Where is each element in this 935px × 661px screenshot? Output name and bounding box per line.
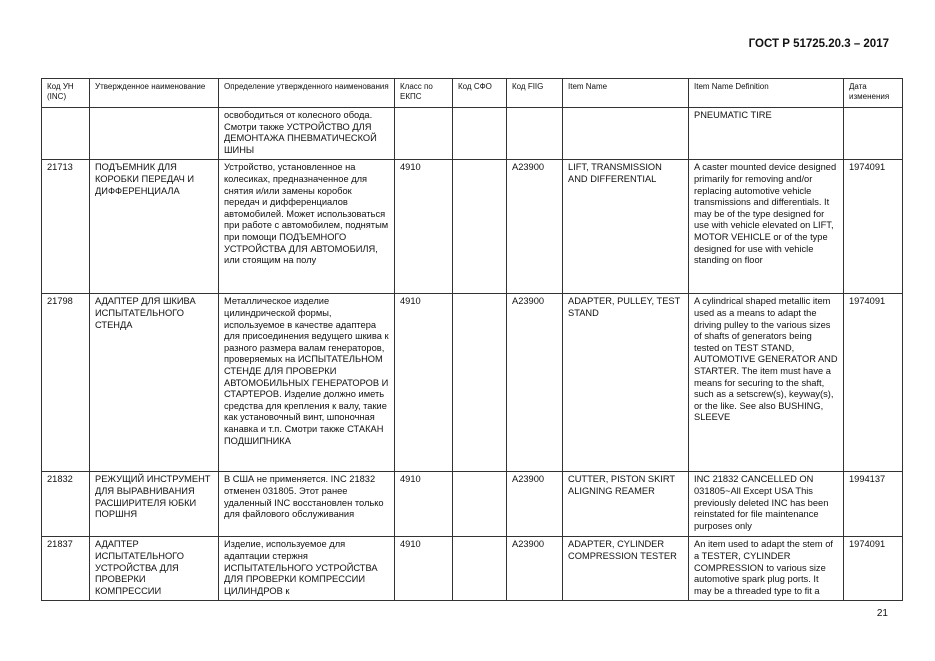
cell-item-name: ADAPTER, PULLEY, TEST STAND bbox=[563, 294, 689, 472]
cell-fiig-code: A23900 bbox=[507, 472, 563, 537]
cell-sfo-code bbox=[453, 160, 507, 294]
cell-definition: В США не применяется. INC 21832 отменен 031805. Этот ранее удаленный INC восстановлен только для файлового обслуживания bbox=[219, 472, 395, 537]
cell-approved-name bbox=[90, 108, 219, 160]
cell-inc: 21832 bbox=[42, 472, 90, 537]
cell-change-date: 1974091 bbox=[844, 160, 903, 294]
column-header-item-name: Item Name bbox=[563, 79, 689, 108]
column-header-class: Класс по ЕКПС bbox=[395, 79, 453, 108]
cell-item-definition: PNEUMATIC TIRE bbox=[689, 108, 844, 160]
cell-fiig-code: A23900 bbox=[507, 160, 563, 294]
items-table bbox=[41, 78, 903, 601]
cell-inc bbox=[42, 108, 90, 160]
cell-item-definition: An item used to adapt the stem of a TESTER, CYLINDER COMPRESSION to various size automotive spark plug ports. It may be a threaded type to fit a bbox=[689, 537, 844, 601]
cell-change-date: 1994137 bbox=[844, 472, 903, 537]
cell-inc: 21798 bbox=[42, 294, 90, 472]
cell-approved-name: ПОДЪЕМНИК ДЛЯ КОРОБКИ ПЕРЕДАЧ И ДИФФЕРЕНЦИАЛА bbox=[90, 160, 219, 294]
column-header-inc: Код УН (INC) bbox=[42, 79, 90, 108]
cell-item-definition: A caster mounted device designed primarily for removing and/or replacing automotive vehicle transmissions and differentials. It may be of the type designed for use with vehicle elevated on LIFT, MOTOR VEHICLE or of the type designed for use with vehicle standing on floor bbox=[689, 160, 844, 294]
cell-definition: освободиться от колесного обода. Смотри также УСТРОЙСТВО ДЛЯ ДЕМОНТАЖА ПНЕВМАТИЧЕСКОЙ ШИНЫ bbox=[219, 108, 395, 160]
column-header-approved-name: Утвержденное наименование bbox=[90, 79, 219, 108]
cell-sfo-code bbox=[453, 294, 507, 472]
table-header-row bbox=[42, 79, 903, 108]
cell-fiig-code bbox=[507, 108, 563, 160]
cell-item-name bbox=[563, 108, 689, 160]
table-row bbox=[42, 472, 903, 537]
cell-item-name: LIFT, TRANSMISSION AND DIFFERENTIAL bbox=[563, 160, 689, 294]
cell-change-date bbox=[844, 108, 903, 160]
column-header-change-date: Дата изменения bbox=[844, 79, 903, 108]
table-row bbox=[42, 294, 903, 472]
cell-item-name: CUTTER, PISTON SKIRT ALIGNING REAMER bbox=[563, 472, 689, 537]
column-header-item-definition: Item Name Definition bbox=[689, 79, 844, 108]
cell-sfo-code bbox=[453, 472, 507, 537]
cell-item-definition: INC 21832 CANCELLED ON 031805~All Except USA This previously deleted INC has been reinstated for file maintenance purposes only bbox=[689, 472, 844, 537]
page-number: 21 bbox=[876, 608, 888, 619]
cell-fiig-code: A23900 bbox=[507, 294, 563, 472]
cell-approved-name: АДАПТЕР ДЛЯ ШКИВА ИСПЫТАТЕЛЬНОГО СТЕНДА bbox=[90, 294, 219, 472]
table-row bbox=[42, 108, 903, 160]
cell-item-definition: A cylindrical shaped metallic item used as a means to adapt the driving pulley to the various sizes of shafts of generators being tested on TEST STAND, AUTOMOTIVE GENERATOR AND STARTER. The item must have a means for securing to the shaft, such as a setscrew(s), keyway(s), or the like. See also BUSHING, SLEEVE bbox=[689, 294, 844, 472]
cell-change-date: 1974091 bbox=[844, 537, 903, 601]
cell-fiig-code: A23900 bbox=[507, 537, 563, 601]
cell-approved-name: РЕЖУЩИЙ ИНСТРУМЕНТ ДЛЯ ВЫРАВНИВАНИЯ РАСШИРИТЕЛЯ ЮБКИ ПОРШНЯ bbox=[90, 472, 219, 537]
cell-class: 4910 bbox=[395, 294, 453, 472]
document-standard-number: ГОСТ Р 51725.20.3 – 2017 bbox=[748, 38, 889, 50]
cell-inc: 21837 bbox=[42, 537, 90, 601]
cell-class: 4910 bbox=[395, 537, 453, 601]
cell-change-date: 1974091 bbox=[844, 294, 903, 472]
cell-approved-name: АДАПТЕР ИСПЫТАТЕЛЬНОГО УСТРОЙСТВА ДЛЯ ПРОВЕРКИ КОМПРЕССИИ bbox=[90, 537, 219, 601]
cell-definition: Устройство, установленное на колесиках, предназначенное для снятия и/или замены коробок передач и дифференциалов автомобилей. Может использоваться при работе с автомобилем, поднятым при помощи ПОДЪЕМНОГО УСТРОЙСТВА ДЛЯ АВТОМОБИЛЯ, или стоящим на полу bbox=[219, 160, 395, 294]
table-row bbox=[42, 537, 903, 601]
cell-class: 4910 bbox=[395, 160, 453, 294]
cell-sfo-code bbox=[453, 537, 507, 601]
cell-inc: 21713 bbox=[42, 160, 90, 294]
cell-item-name: ADAPTER, CYLINDER COMPRESSION TESTER bbox=[563, 537, 689, 601]
column-header-definition: Определение утвержденного наименования bbox=[219, 79, 395, 108]
column-header-fiig-code: Код FIIG bbox=[507, 79, 563, 108]
cell-sfo-code bbox=[453, 108, 507, 160]
cell-class bbox=[395, 108, 453, 160]
table-row bbox=[42, 160, 903, 294]
cell-definition: Металлическое изделие цилиндрической формы, используемое в качестве адаптера для присоединения ведущего шкива к разного размера валам генераторов, проверяемых на ИСПЫТАТЕЛЬНОМ СТЕНДЕ ДЛЯ ПРОВЕРКИ АВТОМОБИЛЬНЫХ ГЕНЕРАТОРОВ И СТАРТЕРОВ. Изделие должно иметь средства для крепления к валу, такие как установочный винт, шпоночная канавка и т.п. Смотри также СТАКАН ПОДШИПНИКА bbox=[219, 294, 395, 472]
cell-definition: Изделие, используемое для адаптации стержня ИСПЫТАТЕЛЬНОГО УСТРОЙСТВА ДЛЯ ПРОВЕРКИ КОМПРЕССИИ ЦИЛИНДРОВ к bbox=[219, 537, 395, 601]
column-header-sfo-code: Код СФО bbox=[453, 79, 507, 108]
cell-class: 4910 bbox=[395, 472, 453, 537]
